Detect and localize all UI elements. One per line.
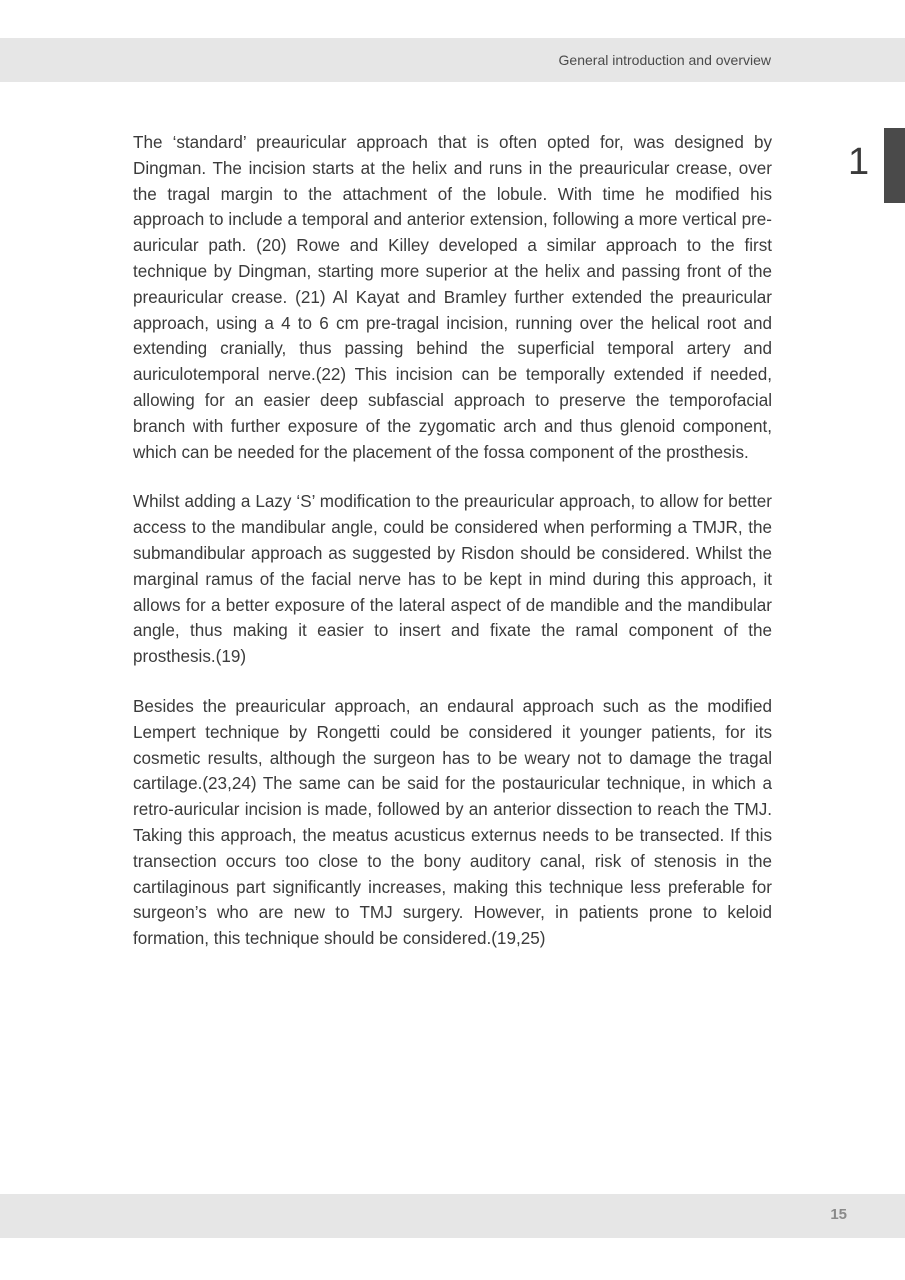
paragraph: The ‘standard’ preauricular approach that is often opted for, was designed by Dingman. The incision starts at the helix and runs in the preauricular crease, over the tragal margin to the attachment of the lobule. With time he modified his approach to include a temporal and anterior extension, following a more vertical pre-auricular path. (20) Rowe and Killey developed a similar approach to the first technique by Dingman, starting more superior at the helix and passing front of the preauricular crease. (21) Al Kayat and Bramley further extended the preauricular approach, using a 4 to 6 cm pre-tragal incision, running over the helical root and extending cranially, thus passing behind the superficial temporal artery and auriculotemporal nerve.(22) This incision can be temporally extended if needed, allowing for an easier deep subfascial approach to preserve the temporofacial branch with further exposure of the zygomatic arch and thus glenoid component, which can be needed for the placement of the fossa component of the prosthesis. (133, 133, 772, 462)
paragraph: Besides the preauricular approach, an endaural approach such as the modified Lempert technique by Rongetti could be considered it younger patients, for its cosmetic results, although the surgeon has to be weary not to damage the tragal cartilage.(23,24) The same can be said for the postauricular technique, in which a retro-auricular incision is made, followed by an anterior dissection to reach the TMJ. Taking this approach, the meatus acusticus externus needs to be transected. If this transection occurs too close to the bony auditory canal, risk of stenosis in the cartilaginous part significantly increases, making this technique less preferable for surgeon’s who are new to TMJ surgery. However, in patients prone to keloid formation, this technique should be considered.(19,25) (133, 696, 772, 949)
running-head: General introduction and overview (558, 52, 771, 68)
header-band (0, 38, 905, 82)
chapter-tab (884, 128, 905, 203)
footer-band (0, 1194, 905, 1238)
chapter-number: 1 (848, 141, 870, 183)
page-number: 15 (830, 1206, 847, 1223)
paragraph: Whilst adding a Lazy ‘S’ modification to the preauricular approach, to allow for better access to the mandibular angle, could be considered when performing a TMJR, the submandibular approach as suggested by Risdon should be considered. Whilst the marginal ramus of the facial nerve has to be kept in mind during this approach, it allows for a better exposure of the lateral aspect of de mandible and the mandibular angle, thus making it easier to insert and fixate the ramal component of the prosthesis.(19) (133, 492, 772, 667)
body-text (133, 130, 772, 976)
